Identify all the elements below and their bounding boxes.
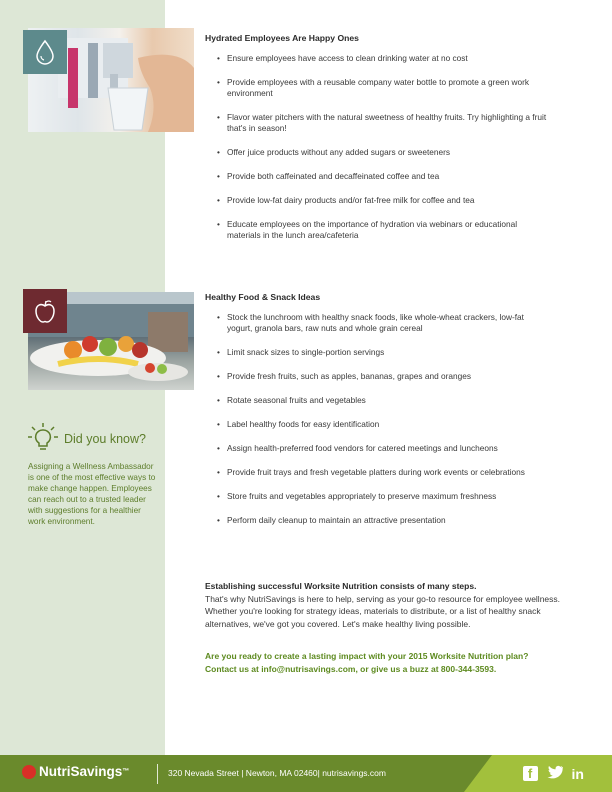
list-item: • Educate employees on the importance of hydration via webinars or educational materials in the lunch area/cafeteria (227, 219, 550, 241)
closing-paragraph (205, 580, 585, 630)
trademark-symbol: ™ (122, 768, 130, 775)
cta-line-2[interactable]: Contact us at info@nutrisavings.com, or give us a buzz at 800-344-3593. (205, 664, 497, 674)
list-item: • Perform daily cleanup to maintain an attractive presentation (227, 515, 550, 526)
footer-divider (157, 764, 158, 784)
footer-address: 320 Nevada Street | Newton, MA 02460| nutrisavings.com (168, 768, 386, 778)
list-item: • Stock the lunchroom with healthy snack foods, like whole-wheat crackers, low-fat yogurt, granola bars, raw nuts and whole grain cereal (227, 312, 550, 334)
food-section (205, 292, 550, 539)
call-to-action (205, 650, 585, 676)
did-you-know-header (28, 422, 156, 455)
list-item: • Provide both caffeinated and decaffeinated coffee and tea (227, 171, 550, 182)
nutrisavings-logo[interactable] (22, 764, 129, 779)
lightbulb-icon (28, 422, 58, 455)
hydration-section (205, 33, 550, 254)
water-drop-icon (23, 30, 67, 74)
list-item: • Assign health-preferred food vendors for catered meetings and luncheons (227, 443, 550, 454)
list-item: • Provide low-fat dairy products and/or fat-free milk for coffee and tea (227, 195, 550, 206)
food-list (205, 312, 550, 526)
hydration-list (205, 53, 550, 241)
list-item: • Flavor water pitchers with the natural sweetness of healthy fruits. Try highlighting a fruit that's in season! (227, 112, 550, 134)
closing-body: That's why NutriSavings is here to help, serving as your go-to resource for employee wellness. Whether you're looking for strategy ideas, materials to distribute, or a list of healthy snack alternatives, we've got you covered. Let's make healthy living possible. (205, 593, 561, 629)
list-item: • Label healthy foods for easy identification (227, 419, 550, 430)
logo-text: NutriSavings (39, 764, 123, 779)
food-heading: Healthy Food & Snack Ideas (205, 292, 321, 302)
list-item: • Rotate seasonal fruits and vegetables (227, 395, 550, 406)
list-item: • Provide fruit trays and fresh vegetable platters during work events or celebrations (227, 467, 550, 478)
list-item: • Offer juice products without any added sugars or sweeteners (227, 147, 550, 158)
list-item: • Provide fresh fruits, such as apples, bananas, grapes and oranges (227, 371, 550, 382)
footer-bar (0, 755, 612, 792)
twitter-icon[interactable] (547, 765, 563, 782)
social-links (523, 765, 584, 782)
did-you-know-text: Assigning a Wellness Ambassador is one of the most effective ways to make change happen. Employees can reach out to a trusted leader with suggestions for a healthier work environment. (28, 462, 156, 526)
list-item: • Limit snack sizes to single-portion servings (227, 347, 550, 358)
facebook-icon[interactable]: f (523, 766, 538, 781)
closing-lead: Establishing successful Worksite Nutrition consists of many steps. (205, 581, 477, 591)
did-you-know-callout (28, 422, 156, 527)
cta-line-1: Are you ready to create a lasting impact with your 2015 Worksite Nutrition plan? (205, 651, 529, 661)
apple-logo-icon (22, 765, 36, 779)
apple-icon (23, 289, 67, 333)
list-item: • Provide employees with a reusable company water bottle to promote a green work environment (227, 77, 550, 99)
list-item: • Store fruits and vegetables appropriately to preserve maximum freshness (227, 491, 550, 502)
did-you-know-title: Did you know? (64, 431, 146, 446)
linkedin-icon[interactable]: in (571, 765, 584, 782)
hydration-heading: Hydrated Employees Are Happy Ones (205, 33, 359, 43)
list-item: • Ensure employees have access to clean drinking water at no cost (227, 53, 550, 64)
